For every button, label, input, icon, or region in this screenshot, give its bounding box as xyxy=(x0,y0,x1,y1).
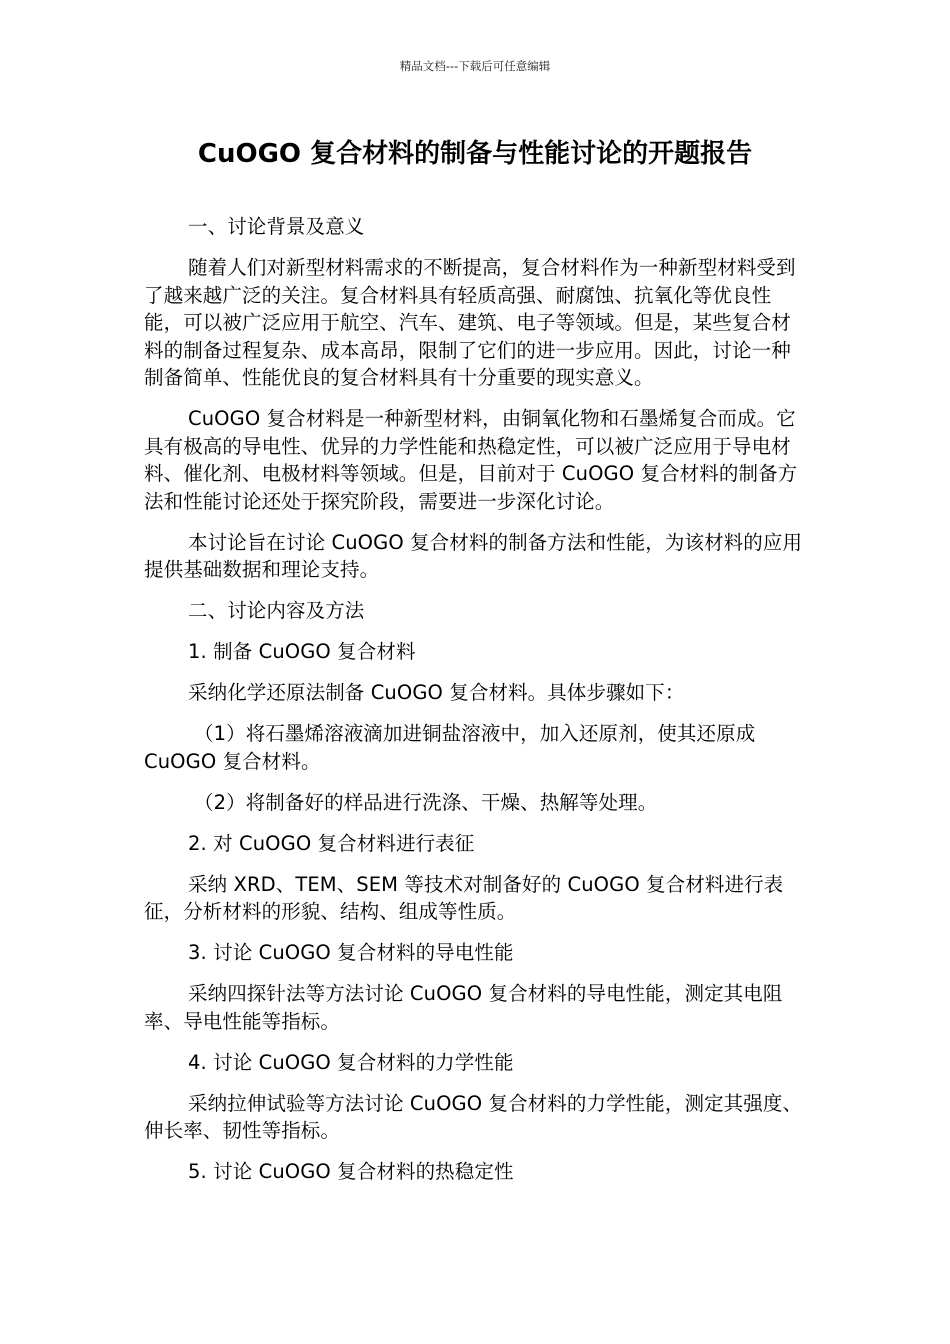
background-paragraph-3: 本讨论旨在讨论 CuOGO 复合材料的制备方法和性能，为该材料的应用提供基础数据和理论支持。 xyxy=(144,530,803,581)
item-1-heading: 1. 制备 CuOGO 复合材料 xyxy=(188,640,416,663)
item-1-paragraph: 采纳化学还原法制备 CuOGO 复合材料。具体步骤如下： xyxy=(188,681,685,704)
item-2-paragraph: 采纳 XRD、TEM、SEM 等技术对制备好的 CuOGO 复合材料进行表征，分析材料的形貌、结构、组成等性质。 xyxy=(144,872,784,923)
background-paragraph-2: CuOGO 复合材料是一种新型材料，由铜氧化物和石墨烯复合而成。它具有极高的导电性、优异的力学性能和热稳定性，可以被广泛应用于导电材料、催化剂、电极材料等领域。但是，目前对于 CuOGO 复合材料的制备方法和性能讨论还处于探究阶段，需要进一步深化讨论。 xyxy=(144,407,798,513)
item-2-heading: 2. 对 CuOGO 复合材料进行表征 xyxy=(188,831,475,855)
item-3-heading: 3. 讨论 CuOGO 复合材料的导电性能 xyxy=(188,941,514,964)
document-title: CuOGO 复合材料的制备与性能讨论的开题报告 xyxy=(197,139,753,169)
item-4-paragraph: 采纳拉伸试验等方法讨论 CuOGO 复合材料的力学性能，测定其强度、伸长率、韧性等指标。 xyxy=(144,1091,803,1142)
item-1-step-2: （2）将制备好的样品进行洗涤、干燥、热解等处理。 xyxy=(194,790,658,814)
item-5-heading: 5. 讨论 CuOGO 复合材料的热稳定性 xyxy=(188,1160,514,1183)
background-paragraph-1: 随着人们对新型材料需求的不断提高，复合材料作为一种新型材料受到了越来越广泛的关注。复合材料具有轻质高强、耐腐蚀、抗氧化等优良性能，可以被广泛应用于航空、汽车、建筑、电子等领域。但是，某些复合材料的制备过程复杂、成本高昂，限制了它们的进一步应用。因此，讨论一种制备简单、性能优良的复合材料具有十分重要的现实意义。 xyxy=(144,256,796,389)
section-heading-background: 一、讨论背景及意义 xyxy=(188,215,365,238)
item-4-heading: 4. 讨论 CuOGO 复合材料的力学性能 xyxy=(188,1050,514,1074)
section-heading-methods: 二、讨论内容及方法 xyxy=(188,599,365,622)
document-body xyxy=(144,213,804,1199)
item-1-step-1: （1）将石墨烯溶液滴加进铜盐溶液中，加入还原剂，使其还原成 CuOGO 复合材料。 xyxy=(144,722,756,773)
page-header-note: 精品文档---下载后可任意编辑 xyxy=(399,59,551,73)
item-3-paragraph: 采纳四探针法等方法讨论 CuOGO 复合材料的导电性能，测定其电阻率、导电性能等指标。 xyxy=(144,982,783,1033)
